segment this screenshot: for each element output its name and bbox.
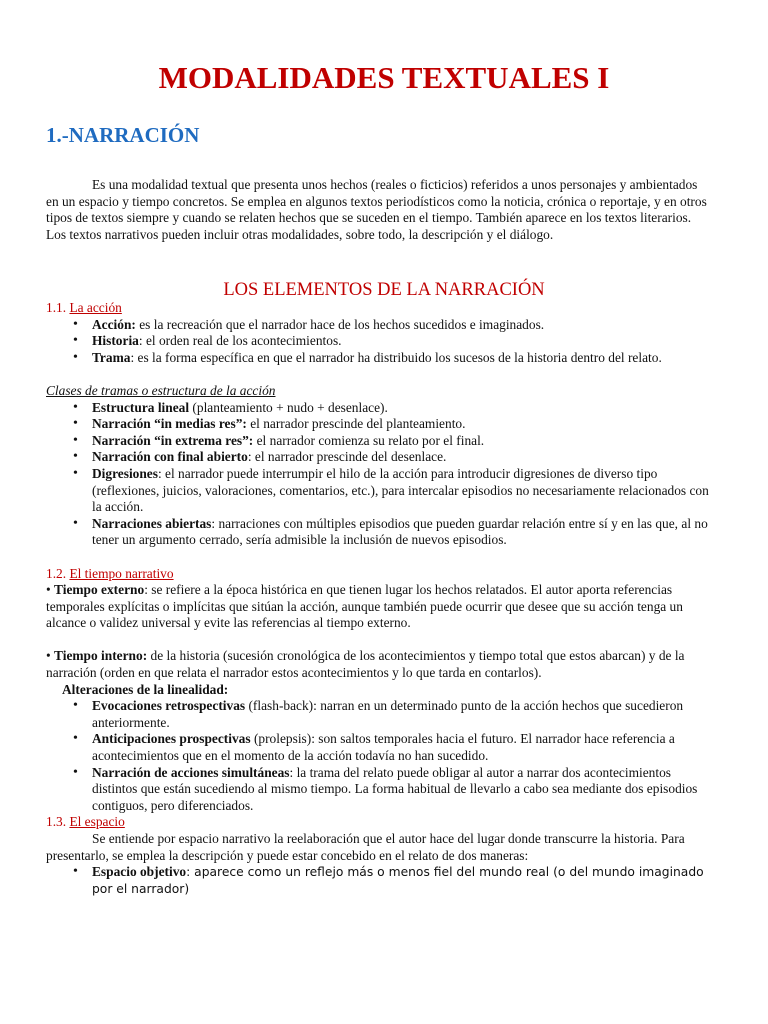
intro-paragraph: Es una modalidad textual que presenta unos hechos (reales o ficticios) referidos a unos personajes y ambientados en un espacio y tiempo concretos. Se emplea en algunos textos periodísticos como la noticia, crónica o reportaje, y en otros tipos de textos siempre y cuando se relaten hechos que se suceden en el tiempo. También aparece en los textos literarios. Los textos narrativos pueden incluir otras modalidades, sobre todo, la descripción y el diálogo. (46, 177, 707, 242)
list-item: • Narración de acciones simultáneas: la trama del relato puede obligar al autor a narrar dos acontecimientos distintos que están sucediendo al mismo tiempo. La forma habitual de llevarlo a cabo sea mediante dos episodios contiguos, pero diferenciados. (92, 765, 716, 815)
list-item: • Acción: es la recreación que el narrador hace de los hechos sucedidos e imaginados. (92, 317, 716, 334)
alteraciones-list (46, 698, 716, 814)
accion-list (46, 317, 716, 367)
list-item: • Estructura lineal (planteamiento + nudo + desenlace). (92, 400, 716, 417)
list-item: • Historia: el orden real de los acontecimientos. (92, 333, 716, 350)
alteraciones-heading: Alteraciones de la linealidad: (62, 681, 229, 697)
subsection-heading-accion: 1.1. La acción (46, 300, 122, 315)
section-heading-narracion: 1.-NARRACIÓN (46, 123, 200, 147)
clases-list (46, 400, 716, 549)
elements-heading: LOS ELEMENTOS DE LA NARRACIÓN (223, 280, 545, 300)
list-item: • Narración “in extrema res”: el narrador comienza su relato por el final. (92, 433, 716, 450)
list-item: • Espacio objetivo: aparece como un reflejo más o menos fiel del mundo real (o del mundo imaginado por el narrador) (92, 864, 716, 897)
tiempo-interno-paragraph: • Tiempo interno: de la historia (sucesión cronológica de los acontecimientos y tiempo total que estos abarcan) y de la narración (orden en que relata el narrador estos acontecimientos y lo que tarda en contarlos). (46, 648, 685, 681)
list-item: • Narración “in medias res”: el narrador prescinde del planteamiento. (92, 416, 716, 433)
list-item: • Trama: es la forma específica en que el narrador ha distribuido los sucesos de la historia dentro del relato. (92, 350, 716, 367)
subsection-heading-tiempo: 1.2. El tiempo narrativo (46, 565, 174, 581)
espacio-list (46, 864, 716, 897)
subsection-heading-espacio: 1.3. El espacio (46, 814, 125, 830)
list-item: • Anticipaciones prospectivas (prolepsis): son saltos temporales hacia el futuro. El narrador hace referencia a acontecimientos que en el momento de la acción todavía no han sucedido. (92, 731, 716, 764)
tiempo-externo-paragraph: • Tiempo externo: se refiere a la época histórica en que tienen lugar los hechos relatados. El autor aporta referencias temporales explícitas o implícitas que sitúan la acción, aunque también puede ocurrir que desee que su acción tenga un alcance o validez universal y evite las referencias al tiempo externo. (46, 582, 683, 631)
espacio-intro-paragraph: Se entiende por espacio narrativo la reelaboración que el autor hace del lugar donde transcurre la historia. Para presentarlo, se emplea la descripción y puede estar concebido en el relato de dos maneras: (46, 831, 685, 863)
list-item: • Digresiones: el narrador puede interrumpir el hilo de la acción para introducir digresiones de diverso tipo (reflexiones, juicios, valoraciones, comentarios, etc.), para intercalar episodios no necesariamente relacionados con la acción. (92, 466, 716, 516)
clases-heading: Clases de tramas o estructura de la acción (46, 382, 276, 398)
document-body (46, 300, 716, 897)
list-item: • Evocaciones retrospectivas (flash-back): narran en un determinado punto de la acción hechos que sucedieron anteriormente. (92, 698, 716, 731)
list-item: • Narración con final abierto: el narrador prescinde del desenlace. (92, 449, 716, 466)
list-item: • Narraciones abiertas: narraciones con múltiples episodios que pueden guardar relación entre sí y en las que, al no tener un argumento cerrado, sería admisible la inclusión de nuevos episodios. (92, 516, 716, 549)
document-title: MODALIDADES TEXTUALES I (158, 60, 610, 95)
